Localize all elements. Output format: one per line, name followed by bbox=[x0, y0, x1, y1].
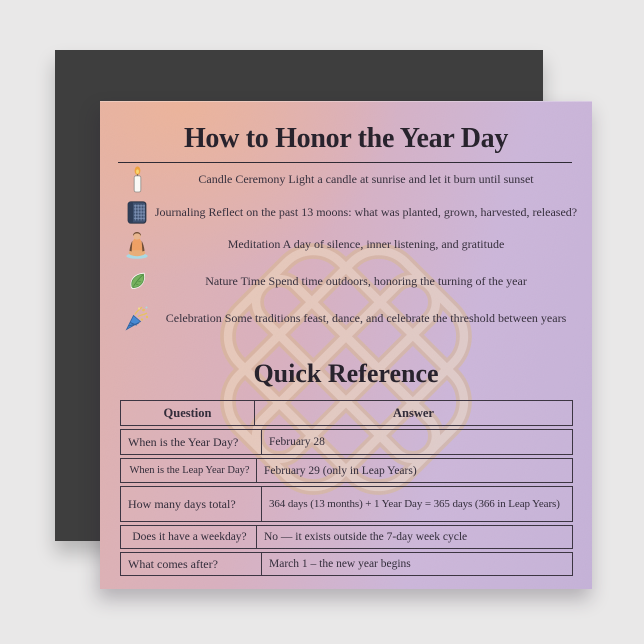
card-title: How to Honor the Year Day bbox=[183, 123, 509, 154]
question-cell: What comes after? bbox=[121, 553, 262, 575]
candle-icon bbox=[122, 165, 152, 193]
column-header-answer: Answer bbox=[393, 405, 434, 420]
card-front bbox=[100, 101, 592, 589]
ritual-text-celebration: Celebration Some traditions feast, dance, and celebrate the threshold between years bbox=[165, 311, 567, 326]
title-divider bbox=[118, 162, 572, 163]
answer-cell: 364 days (13 months) + 1 Year Day = 365 days (366 in Leap Years) bbox=[269, 498, 560, 510]
ritual-item-celebration bbox=[122, 305, 580, 332]
ritual-item-nature bbox=[122, 270, 580, 293]
ritual-text-journaling: Journaling Reflect on the past 13 moons: what was planted, grown, harvested, released? bbox=[154, 205, 578, 220]
table-row-year-day bbox=[120, 429, 573, 455]
table-row-weekday bbox=[120, 525, 573, 549]
ritual-item-meditation bbox=[122, 230, 580, 259]
ritual-text-nature: Nature Time Spend time outdoors, honoring the turning of the year bbox=[205, 274, 527, 289]
meditation-icon bbox=[122, 230, 152, 259]
leaf-icon bbox=[122, 270, 152, 293]
question-cell: How many days total? bbox=[121, 487, 262, 521]
table-row-leap-year-day bbox=[120, 458, 573, 483]
question-cell: Does it have a weekday? bbox=[121, 526, 257, 548]
answer-cell: March 1 – the new year begins bbox=[269, 558, 411, 570]
question-cell: When is the Leap Year Day? bbox=[121, 459, 257, 482]
question-cell: When is the Year Day? bbox=[121, 430, 262, 454]
answer-cell: February 29 (only in Leap Years) bbox=[264, 464, 417, 477]
journal-icon bbox=[122, 201, 152, 224]
ritual-item-journaling bbox=[122, 201, 580, 224]
card-content bbox=[100, 101, 592, 589]
quick-reference-table bbox=[120, 400, 573, 576]
column-header-question: Question bbox=[121, 401, 255, 425]
ritual-text-candle: Candle Ceremony Light a candle at sunrise and let it burn until sunset bbox=[198, 171, 534, 186]
table-row-what-comes-after bbox=[120, 552, 573, 576]
table-header-row bbox=[120, 400, 573, 426]
ritual-item-candle bbox=[122, 165, 580, 193]
answer-cell: No — it exists outside the 7-day week cycle bbox=[264, 531, 468, 543]
table-row-days-total bbox=[120, 486, 573, 522]
ritual-list bbox=[122, 165, 580, 332]
quick-reference-heading: Quick Reference bbox=[253, 359, 439, 388]
answer-cell: February 28 bbox=[269, 436, 325, 448]
party-popper-icon bbox=[122, 305, 152, 332]
ritual-text-meditation: Meditation A day of silence, inner listening, and gratitude bbox=[227, 237, 505, 252]
